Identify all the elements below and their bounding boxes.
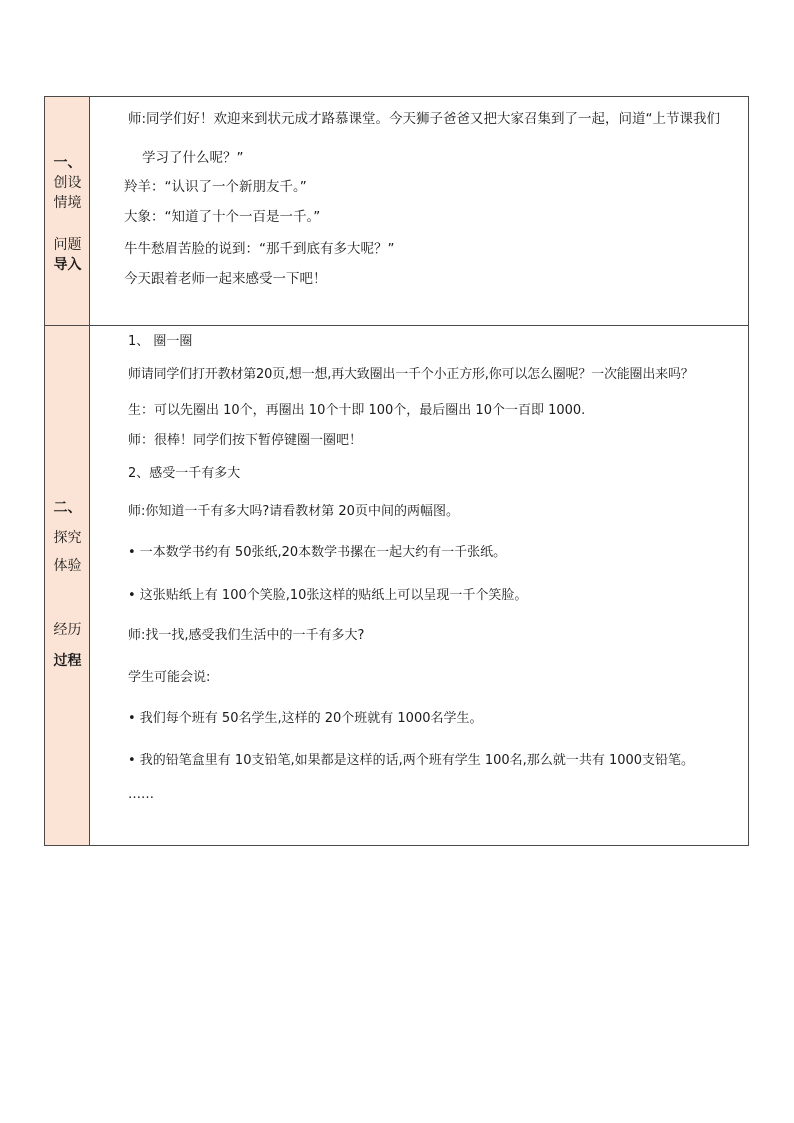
section-2-label-line-3: 经历 (53, 622, 82, 638)
section-2-number: 二、 (53, 500, 82, 516)
section-1-content-cell (91, 97, 748, 325)
content-line: 生：可以先圈出 10个，再圈出 10个十即 100个，最后圈出 10个一百即 1000. (128, 403, 586, 418)
section-2-row (45, 326, 748, 845)
content-line: 羚羊：“认识了一个新朋友千。” (124, 179, 307, 195)
section-1-label-line-3: 问题 (53, 237, 82, 253)
content-line: 师:找一找,感受我们生活中的一千有多大? (128, 628, 365, 643)
section-2-label-line-2: 体验 (53, 558, 82, 574)
bullet-item: • 我的铅笔盒里有 10支铅笔,如果都是这样的话,两个班有学生 100名,那么就一共有 1000支铅笔。 (128, 753, 695, 768)
section-2-label-cell (45, 326, 90, 845)
subheading: 2、感受一千有多大 (128, 466, 241, 481)
section-1-label-line-1: 创设 (53, 175, 82, 191)
section-2-label-line-1: 探究 (53, 530, 82, 546)
content-line: 师:同学们好！欢迎来到状元成才路慕课堂。今天狮子爸爸又把大家召集到了一起，问道“上节课我们 (128, 111, 721, 127)
section-2-content-cell (91, 326, 748, 845)
content-line: 师请同学们打开教材第20页,想一想,再大致圈出一千个小正方形,你可以怎么圈呢？一次能圈出来吗？ (128, 367, 694, 382)
content-line: 学生可能会说: (128, 670, 211, 685)
section-1-row (45, 97, 748, 326)
section-1-label-line-4: 导入 (53, 257, 82, 273)
content-line: 牛牛愁眉苦脸的说到：“那千到底有多大呢？” (124, 241, 395, 257)
ellipsis: …… (128, 787, 154, 802)
content-line: 师:你知道一千有多大吗?请看教材第 20页中间的两幅图。 (128, 504, 459, 519)
subheading: 1、 圈一圈 (128, 334, 193, 349)
content-line: 学习了什么呢？” (142, 150, 244, 166)
bullet-item: • 我们每个班有 50名学生,这样的 20个班就有 1000名学生。 (128, 711, 483, 726)
bullet-item: • 一本数学书约有 50张纸,20本数学书摞在一起大约有一千张纸。 (128, 545, 507, 560)
section-1-label-cell (45, 97, 90, 325)
content-line: 大象：“知道了十个一百是一千。” (124, 209, 321, 225)
lesson-table (44, 96, 749, 846)
content-line: 今天跟着老师一起来感受一下吧！ (124, 271, 327, 287)
section-1-number: 一、 (53, 155, 82, 171)
bullet-item: • 这张贴纸上有 100个笑脸,10张这样的贴纸上可以呈现一千个笑脸。 (128, 588, 528, 603)
content-line: 师：很棒！同学们按下暂停键圈一圈吧！ (128, 433, 363, 448)
section-2-label-line-4: 过程 (53, 653, 82, 669)
section-1-label-line-2: 情境 (53, 195, 82, 211)
